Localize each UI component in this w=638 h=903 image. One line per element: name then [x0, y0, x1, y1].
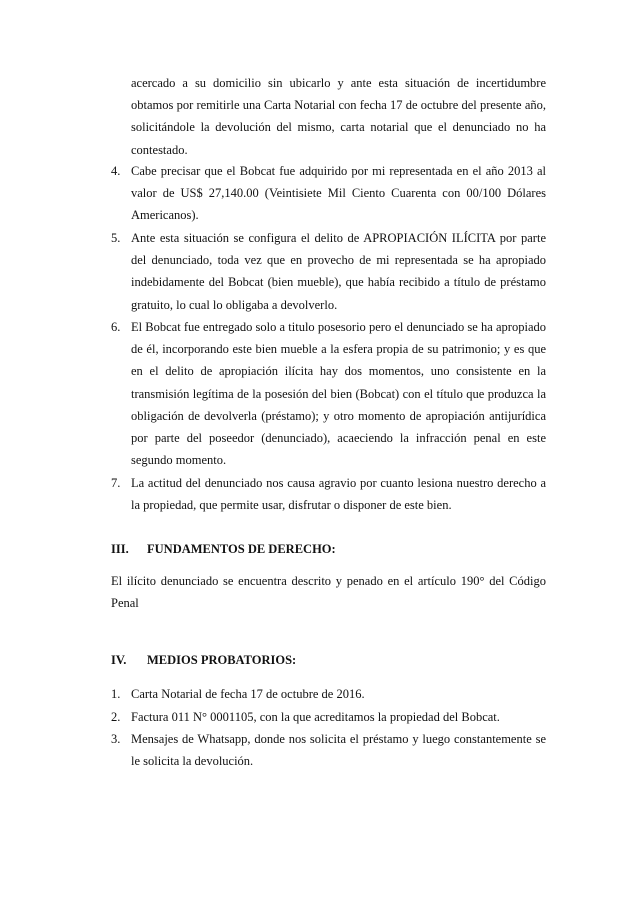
fact-number: 5.: [111, 231, 121, 245]
section-title: MEDIOS PROBATORIOS:: [147, 653, 297, 667]
fact-number: 4.: [111, 164, 121, 178]
fact-text: La actitud del denunciado nos causa agravio por cuanto lesiona nuestro derecho a la propiedad, que permite usar, disfrutar o disponer de este bien.: [131, 476, 546, 513]
evidence-item: [111, 683, 546, 705]
fact-number: 7.: [111, 476, 121, 490]
fact-item: [111, 316, 546, 471]
section-number: III.: [111, 542, 129, 556]
evidence-number: 2.: [111, 710, 121, 724]
fact-text: Cabe precisar que el Bobcat fue adquirido por mi representada en el año 2013 al valor de US$ 27,140.00 (Veintisiete Mil Ciento Cuarenta con 00/100 Dólares Americanos).: [131, 164, 546, 223]
evidence-text: Carta Notarial de fecha 17 de octubre de 2016.: [131, 687, 365, 701]
section-number: IV.: [111, 653, 127, 667]
evidence-number: 1.: [111, 687, 121, 701]
fact-item: [111, 472, 546, 516]
evidence-item: [111, 706, 546, 728]
evidence-text: Mensajes de Whatsapp, donde nos solicita el préstamo y luego constantemente se le solicita la devolución.: [131, 732, 546, 769]
evidence-number: 3.: [111, 732, 121, 746]
continuation-paragraph: acercado a su domicilio sin ubicarlo y ante esta situación de incertidumbre obtamos por remitirle una Carta Notarial con fecha 17 de octubre del presente año, solicitándole la devolución del mismo, carta notarial que el denunciado no ha contestado.: [131, 76, 546, 157]
fact-item: [111, 160, 546, 227]
evidence-item: [111, 728, 546, 772]
section-title: FUNDAMENTOS DE DERECHO:: [147, 542, 336, 556]
fact-text: Ante esta situación se configura el delito de APROPIACIÓN ILÍCITA por parte del denunciado, toda vez que en provecho de mi representada se ha apropiado indebidamente del Bobcat (bien mueble), que había recibido a título de préstamo gratuito, lo cual lo obligaba a devolverlo.: [131, 231, 546, 312]
evidence-text: Factura 011 N° 0001105, con la que acreditamos la propiedad del Bobcat.: [131, 710, 500, 724]
legal-basis-paragraph: El ilícito denunciado se encuentra descrito y penado en el artículo 190° del Código Penal: [111, 574, 546, 611]
fact-text: El Bobcat fue entregado solo a titulo posesorio pero el denunciado se ha apropiado de él, incorporando este bien mueble a la esfera propia de su patrimonio; y es que en el delito de apropiación ilícita hay dos momentos, uno consistente en la transmisión legítima de la posesión del bien (Bobcat) con el título que produzca la obligación de devolverla (préstamo); y otro momento de apropiación antijurídica por parte del poseedor (denunciado), acaeciendo la infracción penal en este segundo momento.: [131, 320, 546, 468]
fact-number: 6.: [111, 320, 121, 334]
fact-item: [111, 227, 546, 316]
